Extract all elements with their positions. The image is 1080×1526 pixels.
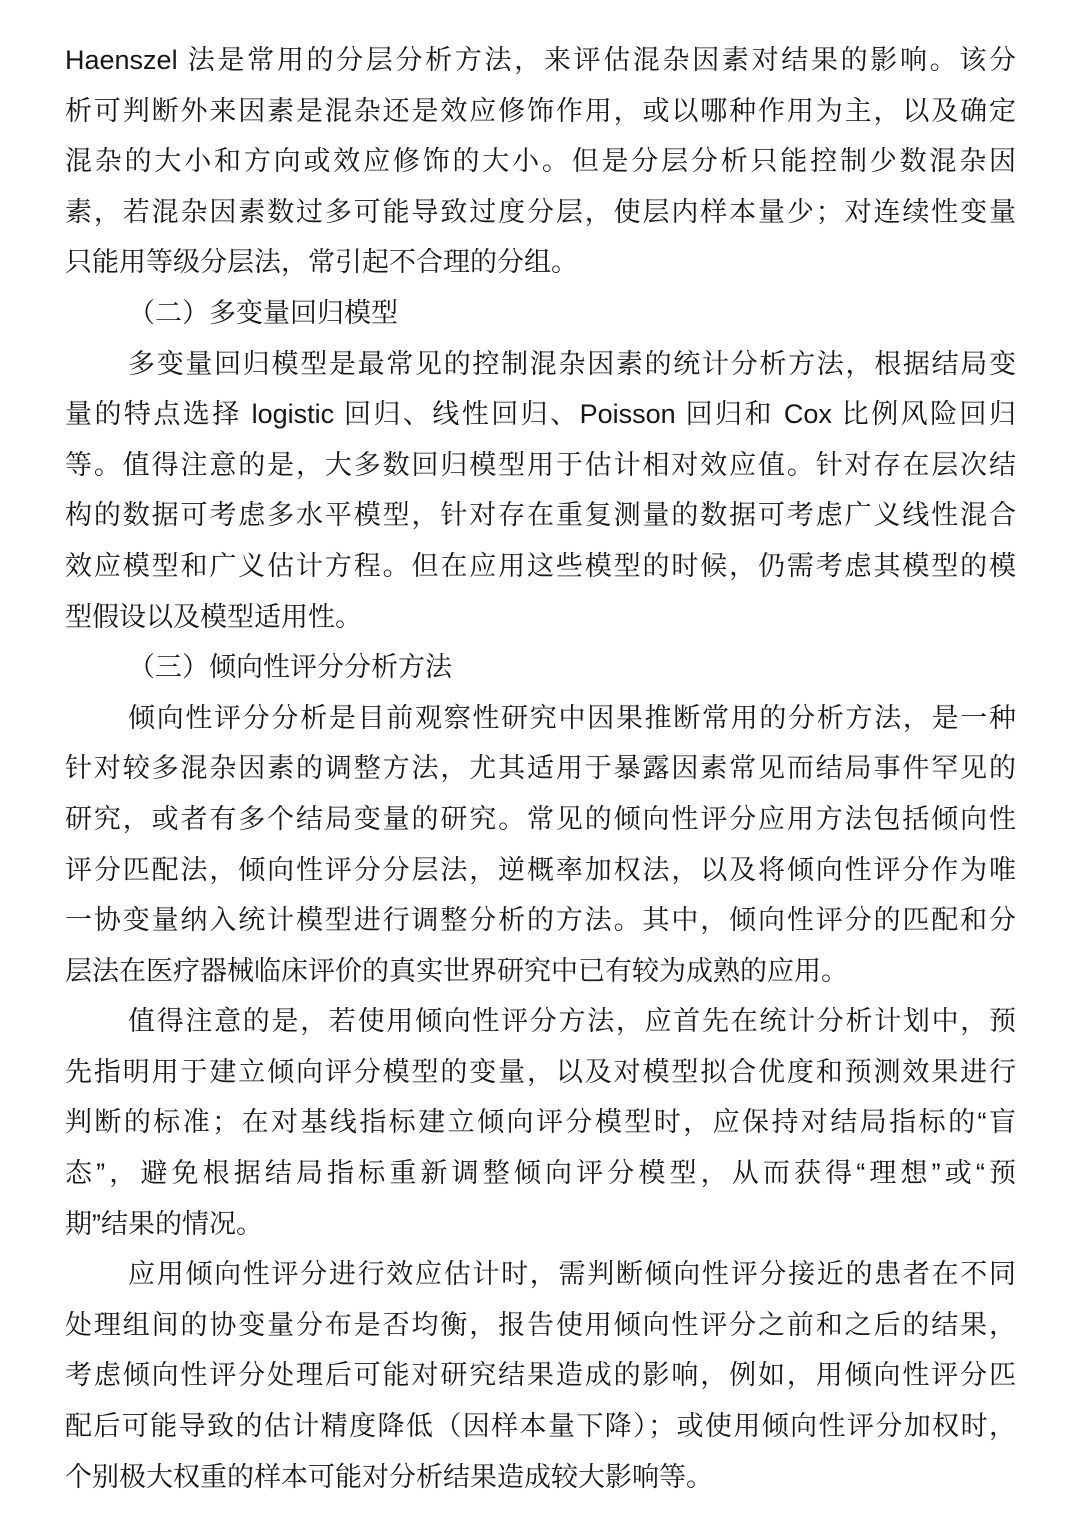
text-line: 研究，或者有多个结局变量的研究。常见的倾向性评分应用方法包括倾向性 <box>65 803 1016 834</box>
text-line: 个别极大权重的样本可能对分析结果造成较大影响等。 <box>65 1461 713 1492</box>
text-line: 多变量回归模型是最常见的控制混杂因素的统计分析方法，根据结局变 <box>128 348 1016 379</box>
text-line: 量的特点选择 logistic 回归、线性回归、Poisson 回归和 Cox 比例风险回归 <box>65 399 1016 430</box>
text-line: 态”，避免根据结局指标重新调整倾向评分模型，从而获得“理想”或“预 <box>65 1158 1016 1189</box>
text-line: 层法在医疗器械临床评价的真实世界研究中已有较为成熟的应用。 <box>65 955 848 986</box>
text-line: 处理组间的协变量分布是否均衡，报告使用倾向性评分之前和之后的结果， <box>65 1309 1016 1340</box>
text-line: 针对较多混杂因素的调整方法，尤其适用于暴露因素常见而结局事件罕见的 <box>65 753 1016 784</box>
text-line: 评分匹配法，倾向性评分分层法，逆概率加权法，以及将倾向性评分作为唯 <box>65 854 1016 885</box>
text-line: 判断的标准；在对基线指标建立倾向评分模型时，应保持对结局指标的“盲 <box>65 1107 1016 1138</box>
text-line: 只能用等级分层法，常引起不合理的分组。 <box>65 247 578 278</box>
text-line: 考虑倾向性评分处理后可能对研究结果造成的影响，例如，用倾向性评分匹 <box>65 1360 1016 1391</box>
text-line: 先指明用于建立倾向评分模型的变量，以及对模型拟合优度和预测效果进行 <box>65 1056 1016 1087</box>
text-line: 析可判断外来因素是混杂还是效应修饰作用，或以哪种作用为主，以及确定 <box>65 95 1016 126</box>
text-line: 等。值得注意的是，大多数回归模型用于估计相对效应值。针对存在层次结 <box>65 449 1016 480</box>
text-line: Haenszel 法是常用的分层分析方法，来评估混杂因素对结果的影响。该分 <box>65 45 1016 75</box>
text-line: 效应模型和广义估计方程。但在应用这些模型的时候，仍需考虑其模型的模 <box>65 550 1016 581</box>
text-line: 倾向性评分分析是目前观察性研究中因果推断常用的分析方法，是一种 <box>128 702 1016 733</box>
text-line: 一协变量纳入统计模型进行调整分析的方法。其中，倾向性评分的匹配和分 <box>65 905 1016 936</box>
text-line: 值得注意的是，若使用倾向性评分方法，应首先在统计分析计划中，预 <box>128 1006 1016 1037</box>
section-heading: （三）倾向性评分分析方法 <box>128 652 452 683</box>
text-line: 型假设以及模型适用性。 <box>65 601 362 632</box>
text-line: 配后可能导致的估计精度降低（因样本量下降）；或使用倾向性评分加权时， <box>65 1411 1016 1442</box>
text-line: 应用倾向性评分进行效应估计时，需判断倾向性评分接近的患者在不同 <box>128 1259 1016 1290</box>
text-line: 混杂的大小和方向或效应修饰的大小。但是分层分析只能控制少数混杂因 <box>65 146 1016 177</box>
text-line: 期”结果的情况。 <box>65 1208 263 1239</box>
text-line: 素，若混杂因素数过多可能导致过度分层，使层内样本量少；对连续性变量 <box>65 196 1016 227</box>
text-line: 构的数据可考虑多水平模型，针对存在重复测量的数据可考虑广义线性混合 <box>65 500 1016 531</box>
section-heading: （二）多变量回归模型 <box>128 297 398 328</box>
